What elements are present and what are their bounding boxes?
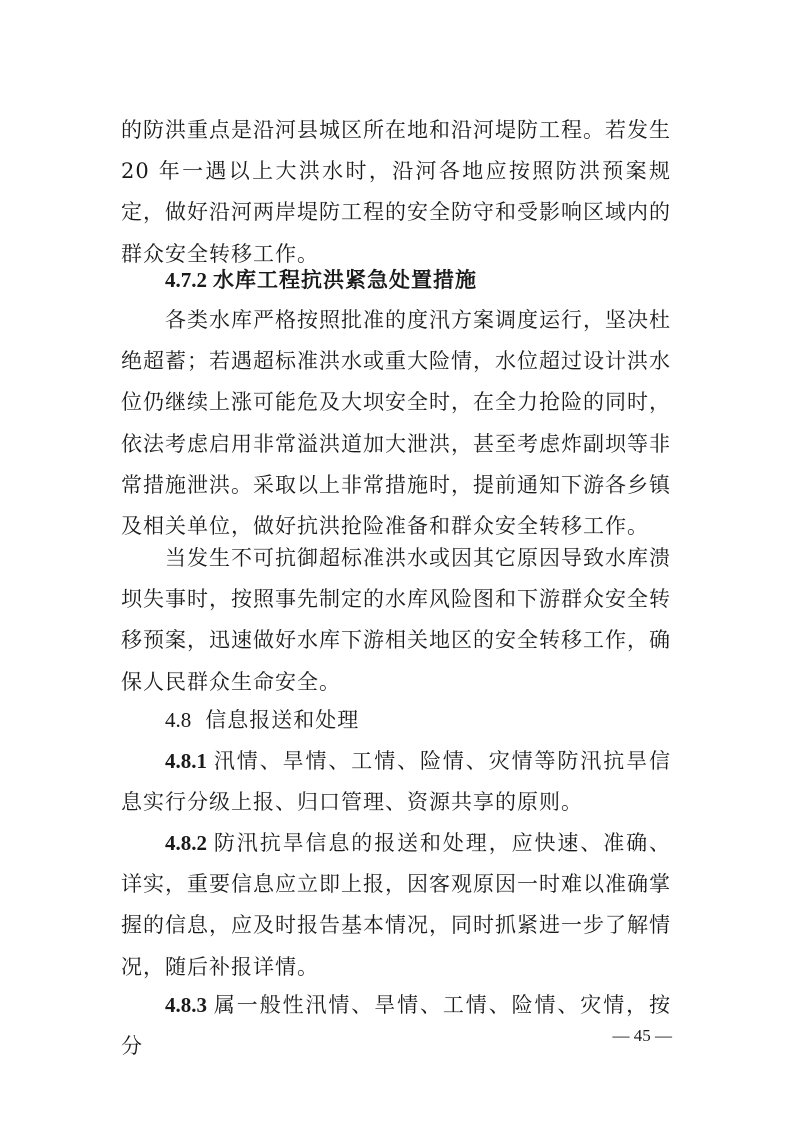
- page-number: — 45 —: [612, 1026, 672, 1045]
- clause-text: 汛情、旱情、工情、险情、灾情等防汛抗旱信息实行分级上报、归口管理、资源共享的原则。: [121, 749, 671, 815]
- paragraph-dam-failure: 当发生不可抗御超标准洪水或因其它原因导致水库溃坝失事时，按照事先制定的水库风险图和下游群众安全转移预案，迅速做好水库下游相关地区的安全转移工作，确保人民群众生命安全。: [121, 546, 671, 694]
- clause-number: 4.8.2: [165, 831, 207, 855]
- clause-text: 属一般性汛情、旱情、工情、险情、灾情，按分: [121, 993, 671, 1059]
- paragraph-4-8-1: [121, 741, 671, 823]
- section-number: 4.8: [165, 708, 192, 732]
- section-title: 信息报送和处理: [205, 708, 360, 732]
- clause-text: 防汛抗旱信息的报送和处理，应快速、准确、详实，重要信息应立即上报，因客观原因一时难以准确掌握的信息，应及时报告基本情况，同时抓紧进一步了解情况，随后补报详情。: [121, 831, 671, 979]
- clause-number: 4.8.3: [165, 993, 207, 1017]
- section-number: 4.7.2: [165, 268, 207, 292]
- section-heading-4-8: [121, 700, 671, 741]
- section-heading-4-7-2: [121, 259, 671, 301]
- paragraph-reservoir-measures: 各类水库严格按照批准的度汛方案调度运行，坚决杜绝超蓄；若遇超标准洪水或重大险情，水位超过设计洪水位仍继续上涨可能危及大坝安全时，在全力抢险的同时，依法考虑启用非常溢洪道加大泄洪，甚至考虑炸副坝等非常措施泄洪。采取以上非常措施时，提前通知下游各乡镇及相关单位，做好抗洪抢险准备和群众安全转移工作。: [121, 308, 671, 539]
- section-title: 水库工程抗洪紧急处置措施: [213, 268, 477, 292]
- clause-number: 4.8.1: [165, 749, 207, 773]
- paragraph-4-8-3: [121, 985, 671, 1067]
- paragraph-flood-control-focus: 的防洪重点是沿河县城区所在地和沿河堤防工程。若发生 20 年一遇以上大洪水时，沿河各地应按照防洪预案规定，做好沿河两岸堤防工程的安全防守和受影响区域内的群众安全转移工作。: [121, 118, 671, 266]
- paragraph-4-8-2: [121, 823, 671, 988]
